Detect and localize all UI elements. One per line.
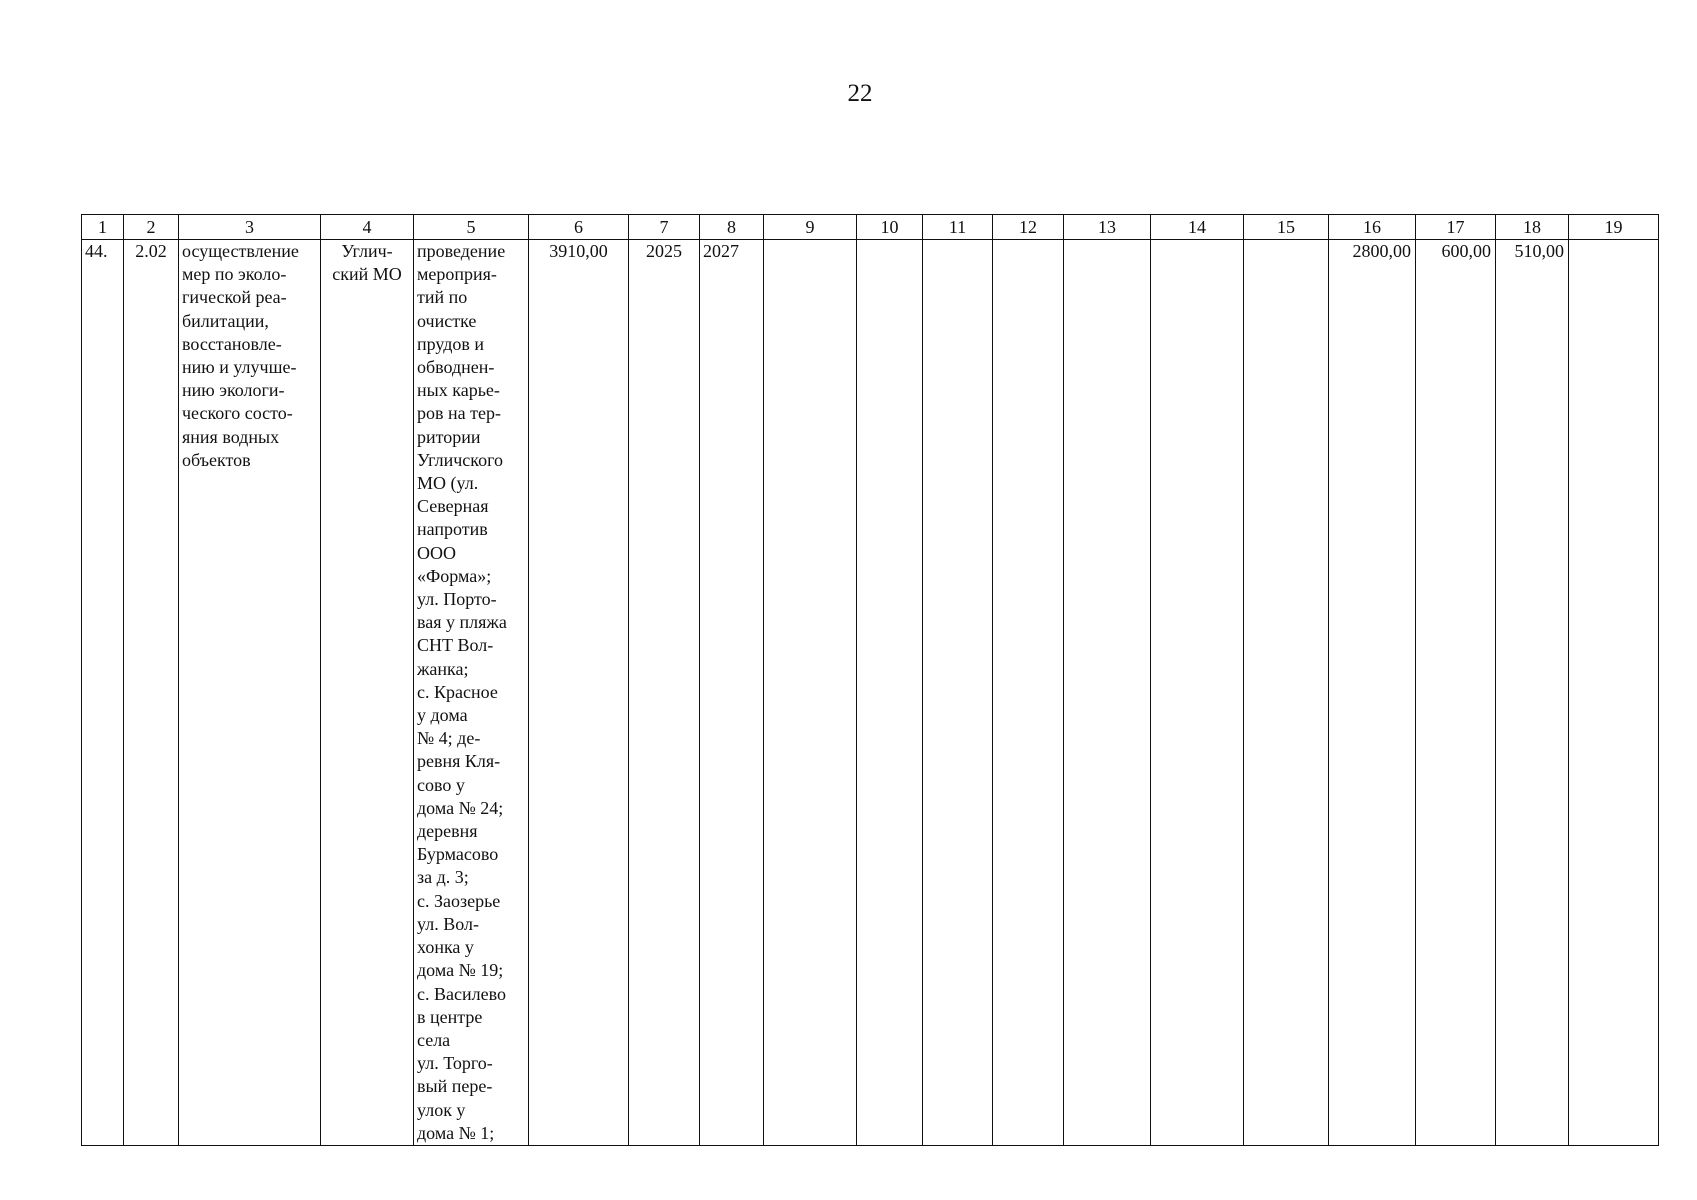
cell-col-18 <box>1496 240 1569 1146</box>
col-header-12: 12 <box>993 215 1064 240</box>
col-header-1: 1 <box>82 215 124 240</box>
col-17-value: 600,00 <box>1441 241 1491 261</box>
cell-measure-name <box>179 240 321 1146</box>
cell-col-15 <box>1244 240 1329 1146</box>
col-header-3: 3 <box>179 215 321 240</box>
activity-text: проведение мероприя- тий по очистке прудов и обводнен- ных карье- ров на тер- ритории Угличского МО (ул. Северная напротив ООО «Форма»; ул. Порто- вая у пляжа СНТ Вол- жанка; с. Красное у дома № 4; де- ревня Кля- сово у дома № 24; деревня Бурмасово за д. 3; с. Заозерье ул. Вол- хонка у дома № 19; с. Василево в центре села ул. Торго- вый пере- улок у дома № 1; <box>417 241 507 1143</box>
municipality-text: Углич- ский МО <box>332 241 402 285</box>
cell-start-year <box>629 240 700 1146</box>
cell-col-11 <box>923 240 993 1146</box>
cell-end-year <box>700 240 764 1146</box>
end-year-value: 2027 <box>703 241 739 261</box>
col-18-value: 510,00 <box>1514 241 1564 261</box>
cell-col-19 <box>1569 240 1659 1146</box>
page-number: 22 <box>847 80 873 107</box>
total-value: 3910,00 <box>549 241 608 261</box>
cell-col-17 <box>1416 240 1496 1146</box>
cell-code <box>124 240 179 1146</box>
code-text: 2.02 <box>135 241 167 261</box>
cell-col-12 <box>993 240 1064 1146</box>
col-header-17: 17 <box>1416 215 1496 240</box>
cell-municipality <box>321 240 414 1146</box>
col-header-11: 11 <box>923 215 993 240</box>
col-16-value: 2800,00 <box>1352 241 1411 261</box>
col-header-13: 13 <box>1064 215 1151 240</box>
row-number-text: 44. <box>85 241 108 261</box>
col-header-5: 5 <box>414 215 529 240</box>
col-header-2: 2 <box>124 215 179 240</box>
col-header-18: 18 <box>1496 215 1569 240</box>
cell-row-number <box>82 240 124 1146</box>
start-year-value: 2025 <box>646 241 682 261</box>
col-header-15: 15 <box>1244 215 1329 240</box>
col-header-10: 10 <box>857 215 923 240</box>
header-row <box>82 215 1659 240</box>
col-header-6: 6 <box>529 215 629 240</box>
measure-name-text: осуществление мер по эколо- гической реа- билитации, восстановле- нию и улучше- нию экологи- ческого состо- яния водных объектов <box>182 241 299 470</box>
cell-col-13 <box>1064 240 1151 1146</box>
col-header-8: 8 <box>700 215 764 240</box>
cell-col-14 <box>1151 240 1244 1146</box>
col-header-9: 9 <box>764 215 857 240</box>
cell-col-9 <box>764 240 857 1146</box>
col-header-14: 14 <box>1151 215 1244 240</box>
cell-activity <box>414 240 529 1146</box>
cell-col-10 <box>857 240 923 1146</box>
data-table <box>81 214 1659 1146</box>
col-header-19: 19 <box>1569 215 1659 240</box>
cell-total <box>529 240 629 1146</box>
col-header-16: 16 <box>1329 215 1416 240</box>
table-row <box>82 240 1659 1146</box>
col-header-4: 4 <box>321 215 414 240</box>
cell-col-16 <box>1329 240 1416 1146</box>
col-header-7: 7 <box>629 215 700 240</box>
